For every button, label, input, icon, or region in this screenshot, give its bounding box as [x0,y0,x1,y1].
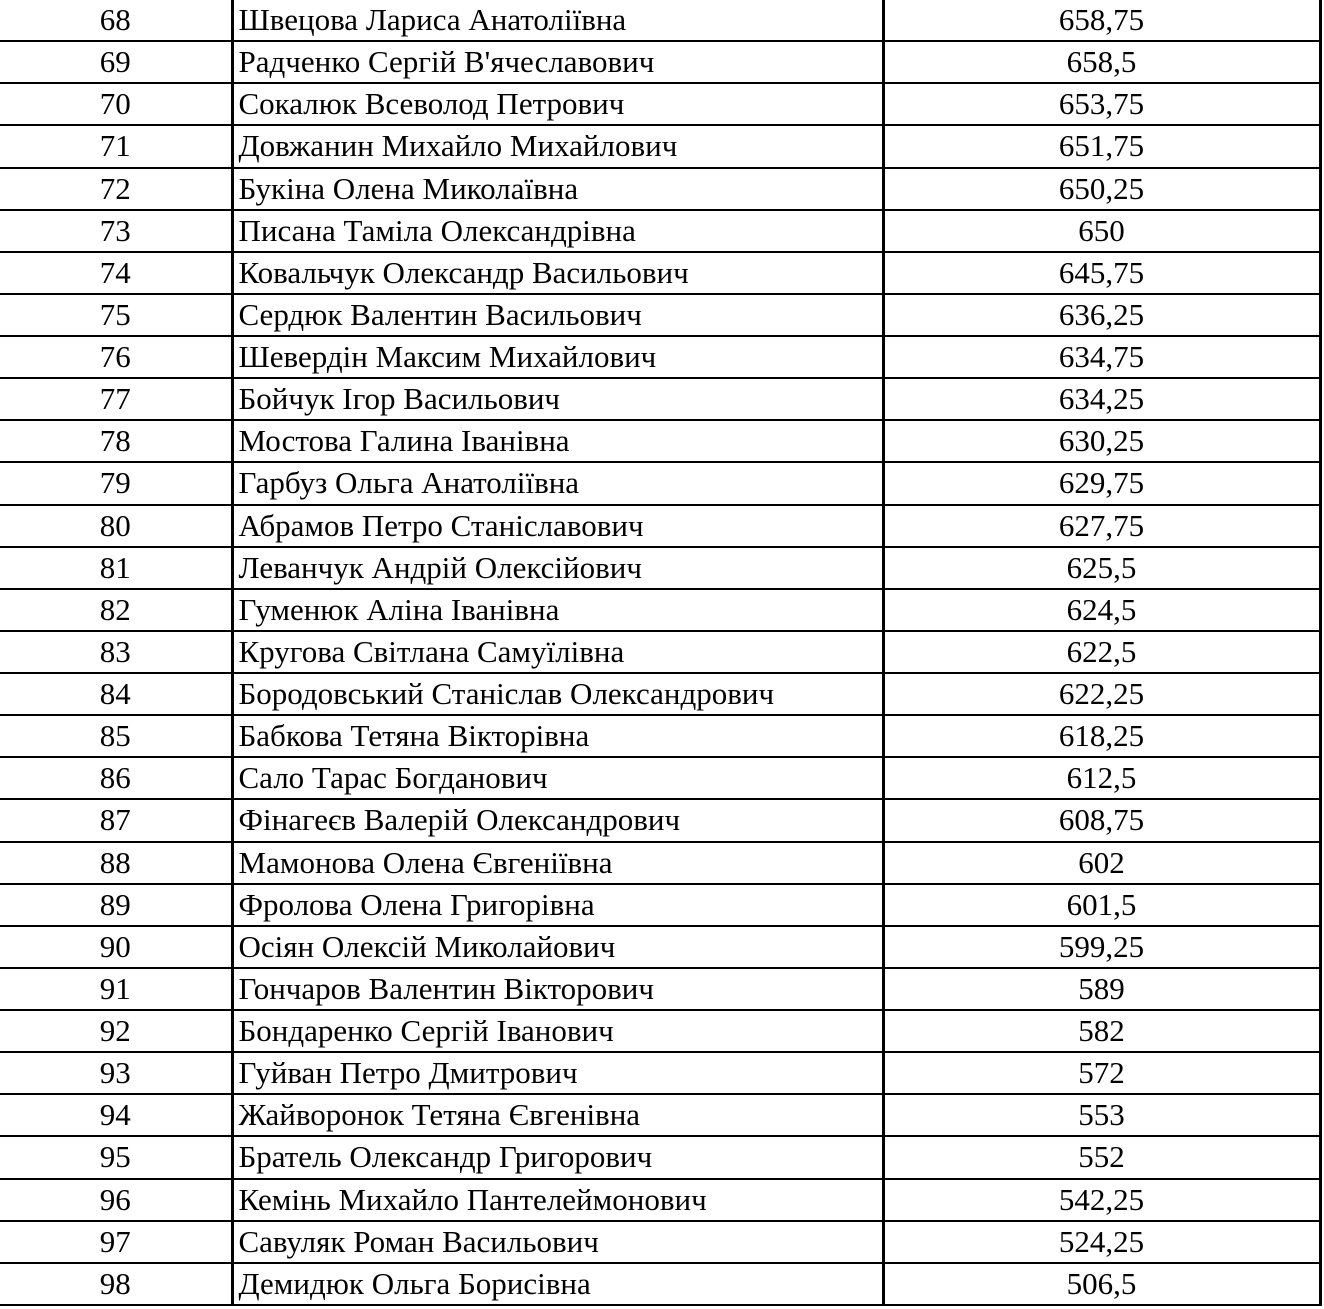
full-name: Сало Тарас Богданович [232,757,883,799]
score-value: 612,5 [883,757,1320,799]
full-name: Сердюк Валентин Васильович [232,294,883,336]
row-number: 93 [0,1052,232,1094]
row-number: 98 [0,1263,232,1305]
table-row [0,462,1320,504]
score-value: 634,25 [883,378,1320,420]
table-row [0,1136,1320,1178]
full-name: Савуляк Роман Васильович [232,1221,883,1263]
table-row [0,926,1320,968]
score-value: 599,25 [883,926,1320,968]
score-value: 627,75 [883,505,1320,547]
row-number: 71 [0,125,232,167]
row-number: 79 [0,462,232,504]
full-name: Абрамов Петро Станіславович [232,505,883,547]
row-number: 90 [0,926,232,968]
row-number: 86 [0,757,232,799]
full-name: Кругова Світлана Самуїлівна [232,631,883,673]
score-value: 658,75 [883,0,1320,41]
full-name: Жайворонок Тетяна Євгенівна [232,1094,883,1136]
table-row [0,757,1320,799]
full-name: Гончаров Валентин Вікторович [232,968,883,1010]
row-number: 82 [0,589,232,631]
table-row [0,884,1320,926]
full-name: Мамонова Олена Євгеніївна [232,842,883,884]
score-value: 625,5 [883,547,1320,589]
row-number: 96 [0,1179,232,1221]
score-value: 658,5 [883,41,1320,83]
table-row [0,378,1320,420]
row-number: 77 [0,378,232,420]
full-name: Ковальчук Олександр Васильович [232,252,883,294]
table-row [0,210,1320,252]
score-value: 572 [883,1052,1320,1094]
row-number: 89 [0,884,232,926]
score-value: 651,75 [883,125,1320,167]
row-number: 85 [0,715,232,757]
table-row [0,420,1320,462]
full-name: Сокалюк Всеволод Петрович [232,83,883,125]
table-row [0,252,1320,294]
row-number: 95 [0,1136,232,1178]
table-row [0,842,1320,884]
row-number: 68 [0,0,232,41]
full-name: Кемінь Михайло Пантелеймонович [232,1179,883,1221]
score-value: 552 [883,1136,1320,1178]
table-row [0,673,1320,715]
full-name: Шевердін Максим Михайлович [232,336,883,378]
score-value: 542,25 [883,1179,1320,1221]
score-value: 602 [883,842,1320,884]
score-value: 622,25 [883,673,1320,715]
full-name: Фролова Олена Григорівна [232,884,883,926]
score-value: 630,25 [883,420,1320,462]
row-number: 94 [0,1094,232,1136]
table-row [0,1263,1320,1305]
full-name: Писана Таміла Олександрівна [232,210,883,252]
table-row [0,505,1320,547]
row-number: 72 [0,168,232,210]
score-value: 608,75 [883,799,1320,841]
full-name: Осіян Олексій Миколайович [232,926,883,968]
score-value: 634,75 [883,336,1320,378]
table-row [0,1010,1320,1052]
full-name: Фінагеєв Валерій Олександрович [232,799,883,841]
table-row [0,547,1320,589]
full-name: Братель Олександр Григорович [232,1136,883,1178]
full-name: Гуменюк Аліна Іванівна [232,589,883,631]
row-number: 88 [0,842,232,884]
score-value: 618,25 [883,715,1320,757]
score-value: 650 [883,210,1320,252]
score-value: 653,75 [883,83,1320,125]
row-number: 76 [0,336,232,378]
table-row [0,968,1320,1010]
row-number: 78 [0,420,232,462]
score-value: 622,5 [883,631,1320,673]
score-value: 650,25 [883,168,1320,210]
row-number: 91 [0,968,232,1010]
row-number: 97 [0,1221,232,1263]
table-row [0,83,1320,125]
table-row [0,1052,1320,1094]
row-number: 84 [0,673,232,715]
row-number: 74 [0,252,232,294]
table-row [0,631,1320,673]
full-name: Леванчук Андрій Олексійович [232,547,883,589]
table-row [0,715,1320,757]
full-name: Гуйван Петро Дмитрович [232,1052,883,1094]
row-number: 83 [0,631,232,673]
row-number: 69 [0,41,232,83]
table-row [0,41,1320,83]
table-row [0,1221,1320,1263]
full-name: Мостова Галина Іванівна [232,420,883,462]
table-row [0,0,1320,41]
row-number: 80 [0,505,232,547]
full-name: Демидюк Ольга Борисівна [232,1263,883,1305]
table-row [0,294,1320,336]
full-name: Бойчук Ігор Васильович [232,378,883,420]
score-value: 636,25 [883,294,1320,336]
full-name: Букіна Олена Миколаївна [232,168,883,210]
full-name: Радченко Сергій В'ячеславович [232,41,883,83]
score-value: 524,25 [883,1221,1320,1263]
score-value: 582 [883,1010,1320,1052]
table-row [0,589,1320,631]
table-row [0,799,1320,841]
row-number: 75 [0,294,232,336]
full-name: Бородовський Станіслав Олександрович [232,673,883,715]
score-value: 506,5 [883,1263,1320,1305]
row-number: 73 [0,210,232,252]
score-value: 601,5 [883,884,1320,926]
score-value: 629,75 [883,462,1320,504]
table-row [0,125,1320,167]
score-value: 624,5 [883,589,1320,631]
table-row [0,168,1320,210]
table-row [0,1094,1320,1136]
table-row [0,336,1320,378]
row-number: 87 [0,799,232,841]
score-value: 645,75 [883,252,1320,294]
row-number: 81 [0,547,232,589]
full-name: Довжанин Михайло Михайлович [232,125,883,167]
full-name: Бабкова Тетяна Вікторівна [232,715,883,757]
row-number: 92 [0,1010,232,1052]
full-name: Бондаренко Сергій Іванович [232,1010,883,1052]
full-name: Швецова Лариса Анатоліївна [232,0,883,41]
table-row [0,1179,1320,1221]
score-value: 553 [883,1094,1320,1136]
row-number: 70 [0,83,232,125]
score-value: 589 [883,968,1320,1010]
full-name: Гарбуз Ольга Анатоліївна [232,462,883,504]
